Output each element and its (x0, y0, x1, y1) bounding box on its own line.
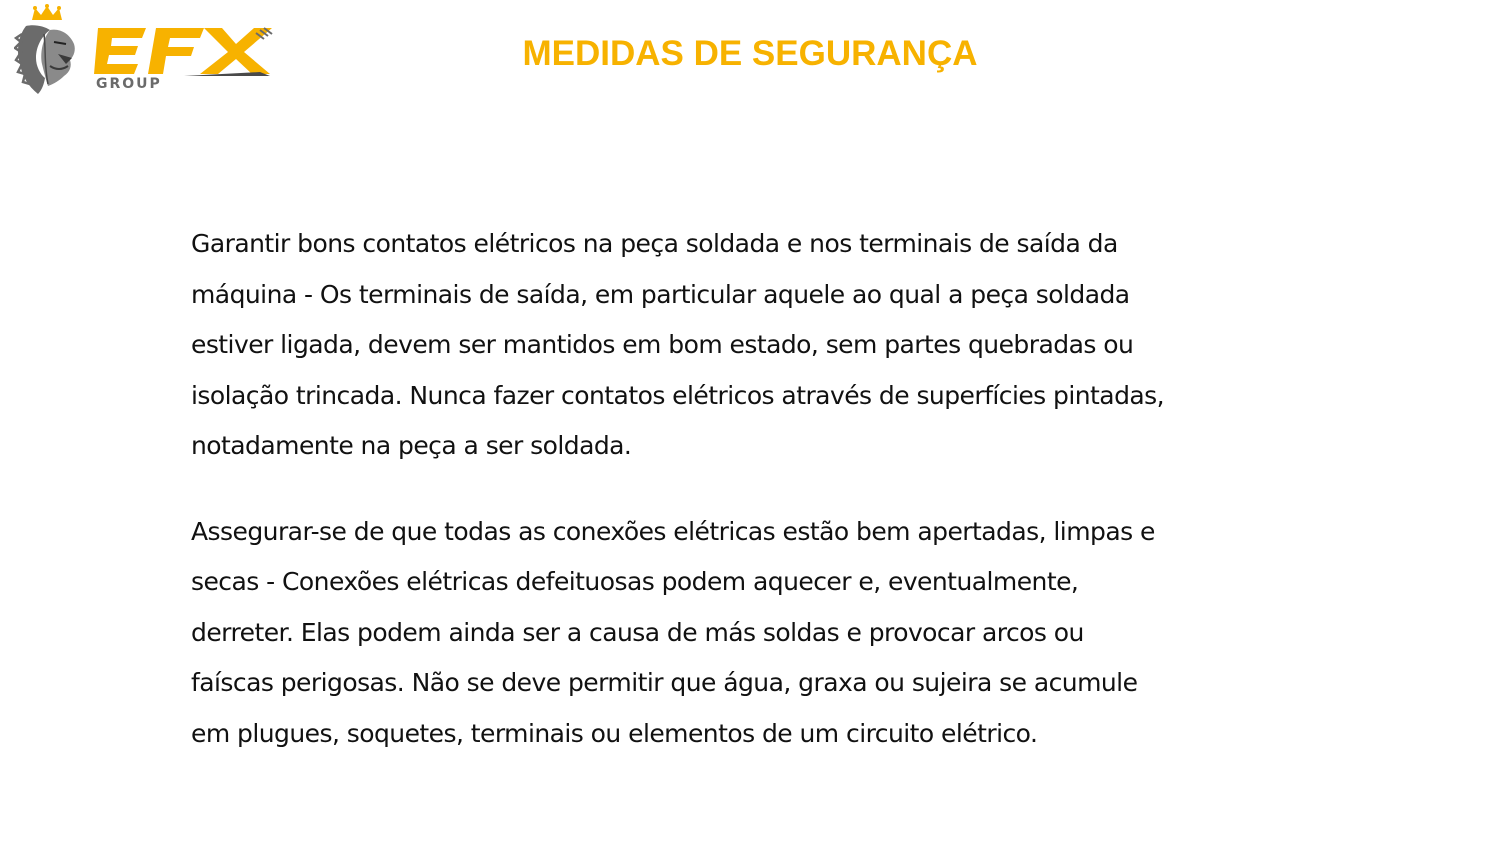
content-body (191, 219, 1321, 759)
page-title: MEDIDAS DE SEGURANÇA (522, 34, 978, 73)
text-line: estiver ligada, devem ser mantidos em bom estado, sem partes quebradas ou (191, 330, 1134, 359)
text-line: isolação trincada. Nunca fazer contatos elétricos através de superfícies pintadas, (191, 380, 1165, 410)
text-line: derreter. Elas podem ainda ser a causa de más soldas e provocar arcos ou (191, 617, 1084, 647)
paragraph-electrical-contacts (191, 219, 1321, 472)
text-line: Assegurar-se de que todas as conexões elétricas estão bem apertadas, limpas e (191, 516, 1155, 546)
text-line: Garantir bons contatos elétricos na peça soldada e nos terminais de saída da (191, 229, 1118, 258)
text-line: em plugues, soquetes, terminais ou elementos de um circuito elétrico. (191, 718, 1038, 748)
text-line: faíscas perigosas. Não se deve permitir que água, graxa ou sujeira se acumule (191, 668, 1138, 697)
text-line: notadamente na peça a ser soldada. (191, 431, 632, 460)
text-line: máquina - Os terminais de saída, em particular aquele ao qual a peça soldada (191, 279, 1130, 309)
paragraph-electrical-connections (191, 507, 1321, 760)
logo-subtitle: GROUP (96, 76, 162, 92)
text-line: secas - Conexões elétricas defeituosas podem aquecer e, eventualmente, (191, 567, 1079, 596)
